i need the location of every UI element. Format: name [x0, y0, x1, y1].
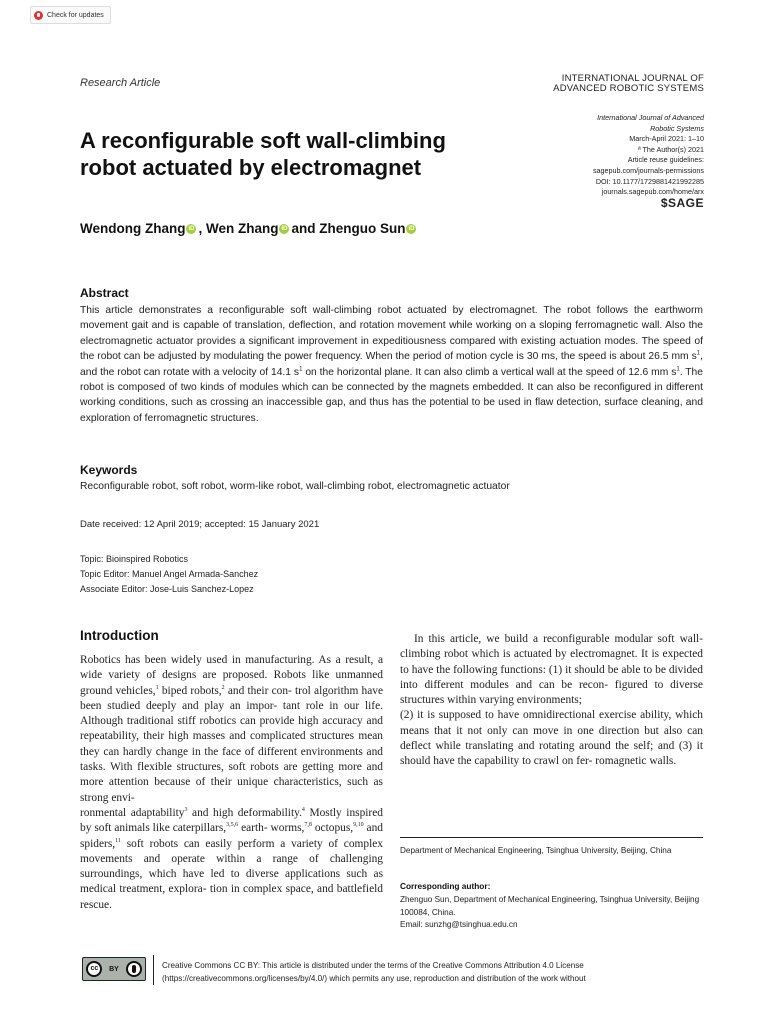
copyright: ª The Author(s) 2021	[637, 144, 704, 154]
keywords-list: Reconfigurable robot, soft robot, worm-like robot, wall-climbing robot, electromagnetic actuator	[80, 481, 510, 492]
abstract-heading: Abstract	[80, 286, 129, 300]
journal-title-italic-2: Robotic Systems	[650, 123, 704, 133]
citation-link[interactable]: 2	[221, 684, 225, 691]
cc-by-badge[interactable]	[82, 957, 146, 981]
date-received: Date received: 12 April 2019; accepted: 15 January 2021	[80, 519, 320, 530]
journal-meta	[534, 113, 704, 208]
journal-home-link[interactable]: journals.sagepub.com/home/arx	[601, 187, 704, 197]
license-divider	[153, 955, 154, 985]
citation-link[interactable]: 11	[115, 837, 121, 844]
topic-editor: Topic Editor: Manuel Angel Armada-Sanchez	[80, 568, 259, 579]
cc-icon: cc	[86, 961, 102, 977]
associate-editor: Associate Editor: Jose-Luis Sanchez-Lopez	[80, 583, 254, 594]
author-name[interactable]: Wendong Zhang	[80, 221, 186, 236]
text-run: and their con- trol algorithm have been studied deeply and play an impor- tant role in our life. Although traditional stiff robotics can provide high accuracy and repeatability, their high masses and complicated structures mean they can hardly change in the face of different environments and tasks. With flexible structures, soft robots are getting more and more attention because of their unique characteristics, such as strong envi-	[80, 684, 383, 804]
orcid-icon[interactable]: iD	[281, 225, 288, 232]
abstract-part: , and the robot can rotate with a velocity of 14.1 s	[80, 351, 703, 378]
text-run: Robotics has been widely used in manufacturing. As a result, a wide variety of designs are proposed. Robots like unmanned ground vehicles,	[80, 654, 383, 697]
text-run: earth- worms,	[238, 822, 305, 835]
sage-logo: $SAGE	[660, 195, 704, 210]
footnote-divider	[400, 837, 703, 838]
citation-link[interactable]: 3,5,6	[226, 822, 239, 829]
corresponding-address: Zhenguo Sun, Department of Mechanical Engineering, Tsinghua University, Beijing 100084, China.	[400, 895, 700, 917]
journal-name	[504, 74, 704, 94]
citation-link[interactable]: 4	[301, 807, 305, 814]
abstract-text	[80, 303, 703, 426]
check-for-updates-button[interactable]	[30, 6, 111, 24]
citation-link[interactable]: 7,8	[304, 822, 312, 829]
text-run: biped robots,	[158, 684, 222, 697]
topic-info	[80, 552, 258, 596]
topic-label: Topic: Bioinspired Robotics	[80, 554, 189, 564]
text-run: octopus,	[311, 822, 354, 835]
text-run: and spiders,	[80, 822, 383, 850]
introduction-right-column	[400, 632, 703, 770]
author-name[interactable]: and Zhenguo Sun	[291, 221, 406, 236]
intro-paragraph-1-cont	[80, 806, 383, 913]
license-text: Creative Commons CC BY: This article is distributed under the terms of the Creative Commons Attribution 4.0 License (https://creativecommons.org/licenses/by/4.0/) which permits any use, reproduction and distribution of the work without	[162, 961, 586, 983]
citation-link[interactable]: 1	[155, 684, 159, 691]
by-label: BY	[109, 965, 119, 973]
citation-link[interactable]: 3	[184, 807, 188, 814]
superscript: 1	[299, 366, 303, 373]
text-run: Mostly inspired by soft animals like caterpillars,	[80, 806, 383, 835]
superscript: 1	[676, 366, 680, 373]
issue-info: March-April 2021: 1–10	[629, 134, 704, 144]
check-updates-icon	[34, 11, 43, 20]
attribution-icon	[126, 961, 142, 977]
text-run: and high deformability.	[187, 806, 302, 819]
affiliation: Department of Mechanical Engineering, Tsinghua University, Beijing, China	[400, 846, 672, 855]
keywords-heading: Keywords	[80, 463, 138, 477]
reuse-url-link[interactable]: sagepub.com/journals-permissions	[592, 165, 704, 175]
journal-title-italic-1: International Journal of Advanced	[597, 113, 704, 122]
text-run: ronmental adaptability	[80, 806, 185, 819]
text-run: soft robots can easily perform a variety of complex movements and operate within a range of challenging surroundings, which have led to diverse applications such as medical treatment, explora- tion in complex space, and battlefield rescue.	[80, 837, 383, 911]
corresponding-author-heading: Corresponding author:	[400, 881, 491, 891]
author-list	[80, 221, 418, 236]
intro-paragraph-1	[80, 653, 383, 806]
corresponding-email[interactable]: Email: sunzhg@tsinghua.edu.cn	[400, 920, 518, 929]
abstract-part: on the horizontal plane. It can also climb a vertical wall at the speed of 12.6 mm s	[302, 366, 677, 378]
reuse-guidelines: Article reuse guidelines:	[627, 155, 704, 165]
orcid-icon[interactable]: iD	[188, 225, 195, 232]
doi-link[interactable]: DOI: 10.1177/1729881421992285	[595, 176, 704, 186]
superscript: 1	[696, 350, 701, 357]
check-updates-label: Check for updates	[47, 11, 104, 19]
abstract-part: This article demonstrates a reconfigurable soft wall-climbing robot actuated by electromagnet. The robot follows the earthworm movement gait and is capable of translation, deflection, and rotation movement while working on a sloping ferromagnetic wall. Also the electromagnetic actuator provides a significant improvement in expeditiousness compared with existing actuation modes. The speed of the robot can be adjusted by modulating the power frequency. When the period of motion cycle is 30 ms, the speed is about 26.5 mm s	[80, 305, 703, 363]
article-title: A reconfigurable soft wall-climbing robot actuated by electromagnet	[80, 128, 446, 180]
abstract-part: . The robot is composed of two kinds of modules which can be connected by the magnets embedded. It can also be reconfigured in different working conditions, such as crossing an inaccessible gap, and thus has the potential to be used in flaw detection, surface cleaning, and exploration of ferromagnetic structures.	[80, 366, 704, 424]
intro-paragraph-3: (2) it is supposed to have omnidirectional exercise ability, which means that it not only can move in one direction but also can deflect while translating and rotating around the self; and (3) it should have the capability to crawl on fer- romagnetic walls.	[400, 709, 703, 768]
introduction-left-column	[80, 653, 383, 913]
journal-name-line-1: INTERNATIONAL JOURNAL OF	[561, 73, 704, 84]
journal-name-line-2: ADVANCED ROBOTIC SYSTEMS	[553, 83, 704, 94]
author-name[interactable]: , Wen Zhang	[198, 221, 279, 236]
introduction-heading: Introduction	[80, 628, 159, 643]
intro-paragraph-2: In this article, we build a reconfigurable modular soft wall-climbing robot which is actuated by electromagnet. It is expected to have the following functions: (1) it should be able to be divided into different modules and can be recon- figured to diverse structures within varying environments;	[400, 633, 703, 707]
corresponding-author-info	[400, 894, 703, 932]
citation-link[interactable]: 9,10	[353, 822, 364, 829]
orcid-icon[interactable]: iD	[408, 225, 415, 232]
article-type: Research Article	[80, 77, 161, 89]
